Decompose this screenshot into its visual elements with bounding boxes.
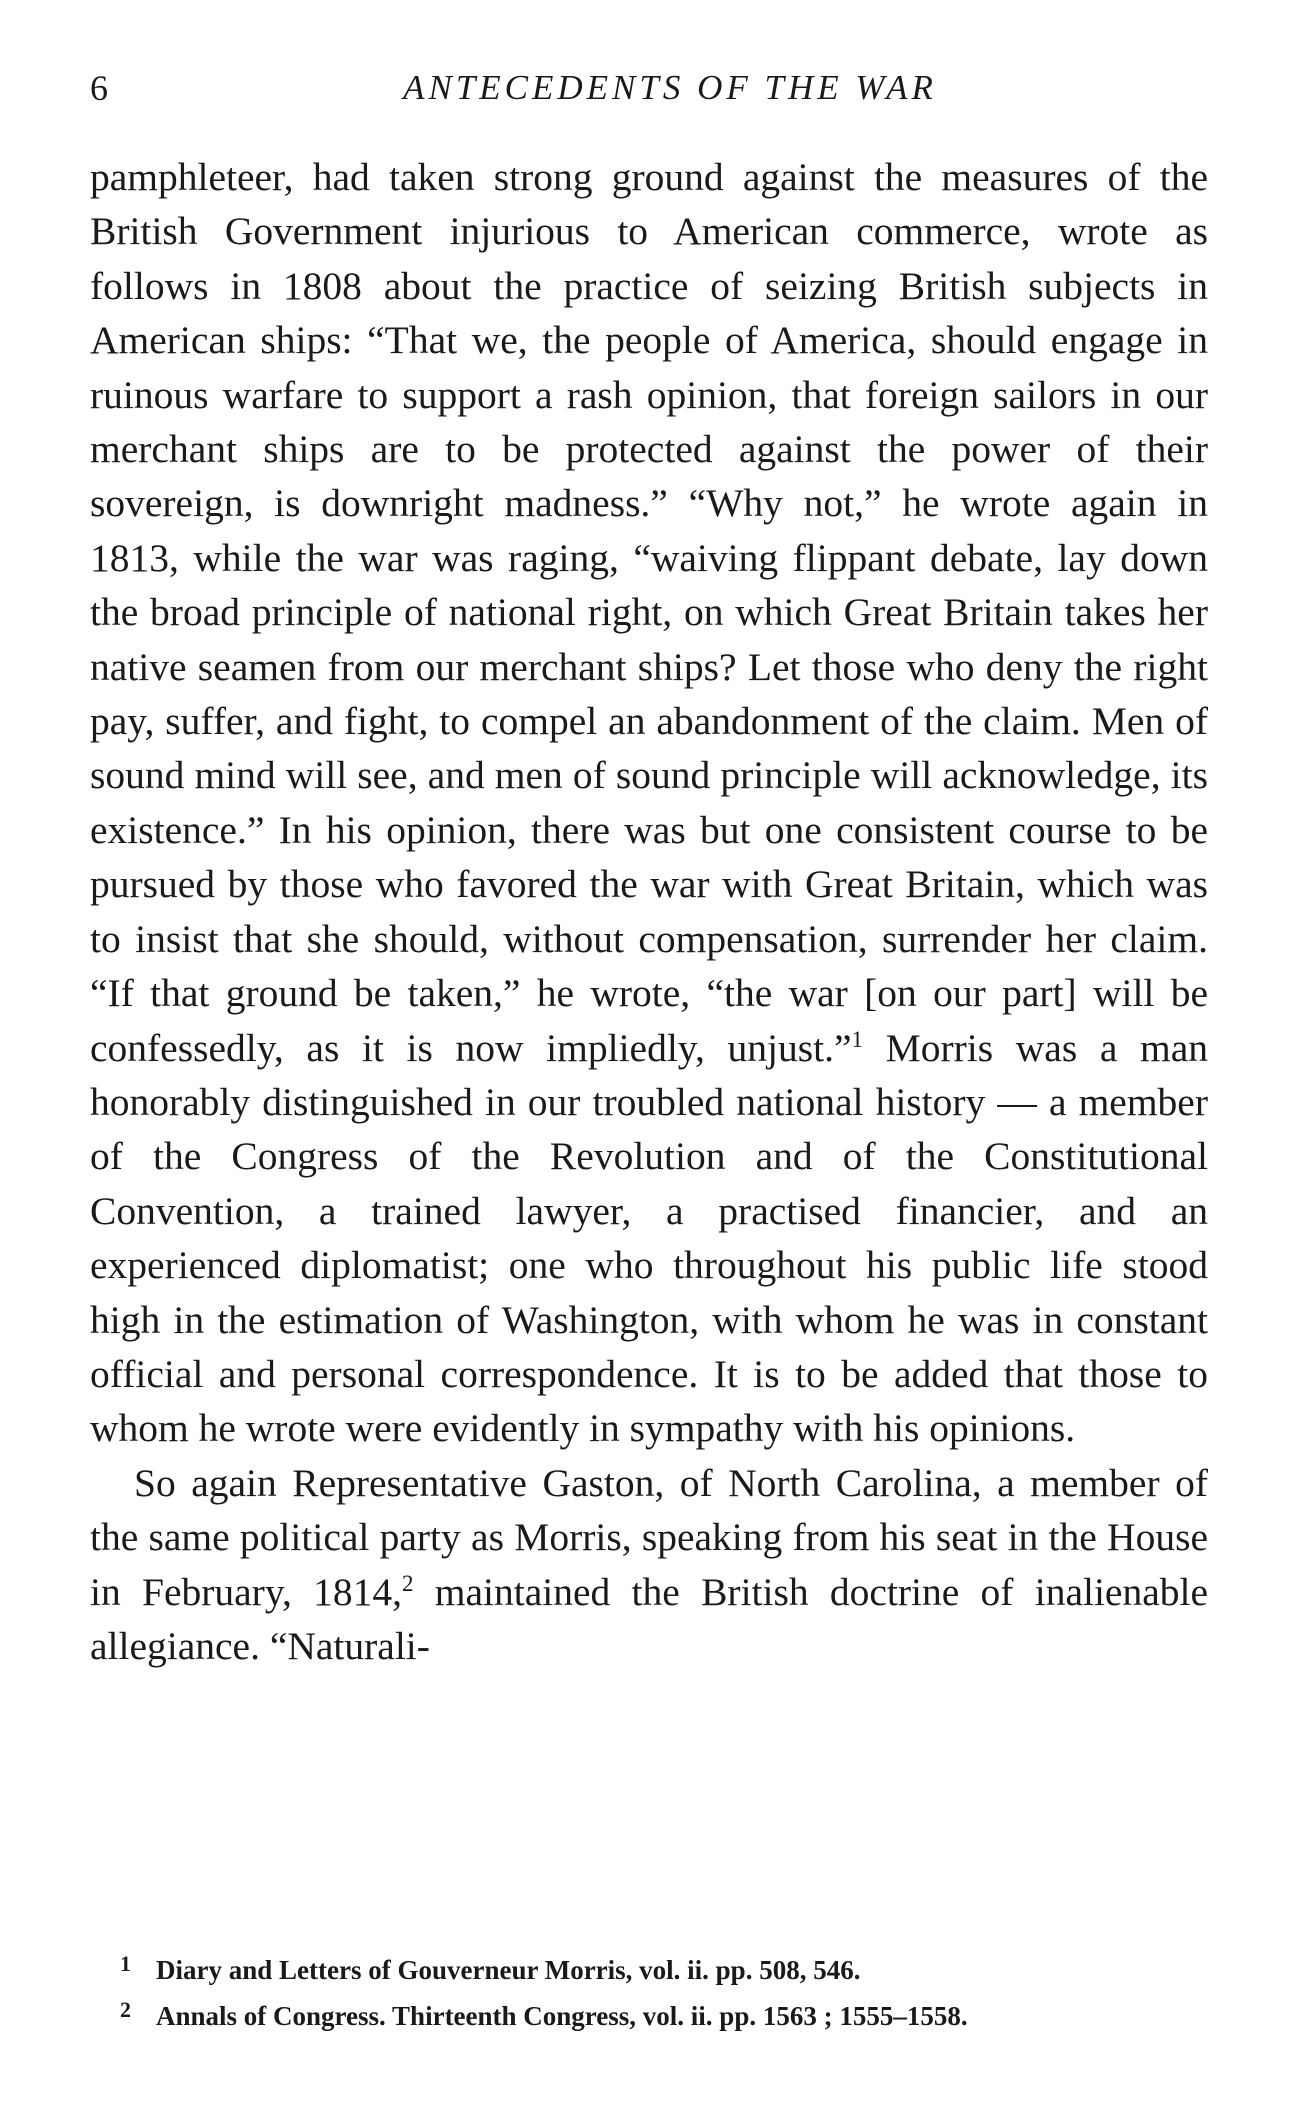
footnote [120, 1990, 1210, 2036]
body-text [90, 150, 1208, 1673]
paragraph [90, 1456, 1208, 1674]
footnote [120, 1944, 1210, 1990]
page-number: 6 [90, 68, 108, 108]
paragraph-text: pamphleteer, had taken strong ground against the measures of the British Government injurious to American commerce, wrote as follows in 1808 about the practice of seizing British subjects in American ships: “That we, the people of America, should engage in ruinous warfare to support a rash opinion, that foreign sailors in our merchant ships are to be protected against the power of their sovereign, is downright madness.” “Why not,” he wrote again in 1813, while the war was raging, “waiving flippant debate, lay down the broad principle of national right, on which Great Britain takes her native seamen from our merchant ships? Let those who deny the right pay, suffer, and fight, to compel an abandonment of the claim. Men of sound mind will see, and men of sound principle will acknowledge, its existence.” In his opinion, there was but one consistent course to be pursued by those who favored the war with Great Britain, which was to insist that she should, without compensation, surrender her claim. “If that ground be taken,” he wrote, “the war [on our part] will be confessedly, as it is now impliedly, unjust.” [90, 155, 1208, 1070]
footnote-mark: 1 [120, 1951, 131, 1976]
footnote-reference: 1 [851, 1026, 863, 1052]
footnote-text: Annals of Congress. Thirteenth Congress, vol. ii. pp. 1563 ; 1555–1558. [156, 2001, 968, 2031]
running-head: ANTECEDENTS OF THE WAR [403, 68, 937, 107]
footnote-mark: 2 [120, 1997, 131, 2022]
page-header [90, 62, 1210, 114]
footnote-text: Diary and Letters of Gouverneur Morris, vol. ii. pp. 508, 546. [156, 1955, 861, 1985]
paragraph-text: So again Representative Gaston, of North Carolina, a member of the same political party as Morris, speaking from his seat in the House in February, 1814, [90, 1460, 1208, 1614]
footnotes [120, 1944, 1210, 2036]
paragraph [90, 150, 1208, 1456]
paragraph-text: Morris was a man honorably distinguished in our troubled national history — a member of the Congress of the Revolution and of the Constitutional Convention, a trained lawyer, a practised financier, and an experienced diplomatist; one who throughout his public life stood high in the estimation of Washington, with whom he was in constant official and personal correspondence. It is to be added that those to whom he wrote were evidently in sympathy with his opinions. [90, 1025, 1208, 1451]
footnote-reference: 2 [402, 1570, 414, 1596]
paragraph-text: maintained the British doctrine of inalienable allegiance. “Naturali- [90, 1569, 1209, 1668]
